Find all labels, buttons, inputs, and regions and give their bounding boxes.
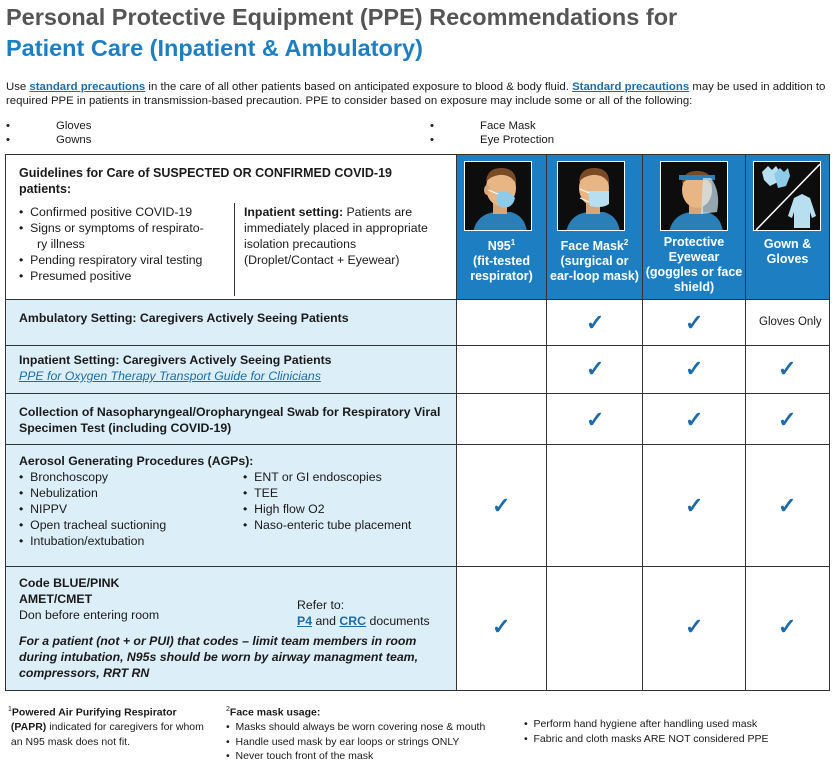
footnote-papr: $^1$Powered Air Purifying Respirator (PAPR) indicated for caregivers for whom an N95 mask does not fit.: [8, 706, 204, 748]
check-code-gown: ✓: [778, 614, 797, 639]
page-title-line1: Personal Protective Equipment (PPE) Recommendations for: [6, 4, 678, 30]
column-header-eyewear: Protective Eyewear (goggles or face shield): [643, 155, 745, 299]
intro-paragraph: Use standard precautions in the care of all other patients based on anticipated exposure to blood & body fluid. Standard precautions may be used in addition to required PPE in patients in transmission-based precaution. PPE to consider based on exposure may include some or all of the following:: [6, 81, 826, 107]
check-agp-gown: ✓: [778, 493, 797, 518]
standard-precautions-link[interactable]: standard precautions: [29, 81, 146, 93]
check-inpatient-eyewear: ✓: [685, 356, 704, 381]
gown-gloves-icon: [753, 161, 821, 231]
check-swab-eyewear: ✓: [685, 407, 704, 432]
crc-link[interactable]: CRC: [339, 614, 367, 628]
criteria-item: • Pending respiratory viral testing: [19, 253, 203, 267]
check-code-eyewear: ✓: [685, 614, 704, 639]
check-agp-eyewear: ✓: [685, 493, 704, 518]
p4-link[interactable]: P4: [297, 614, 313, 628]
check-swab-gown: ✓: [778, 407, 797, 432]
row-inpatient: Inpatient Setting: Caregivers Actively Seeing Patients PPE for Oxygen Therapy Transport Guide for Clinicians: [6, 346, 456, 393]
n95-person-icon: [464, 161, 532, 231]
face-mask-person-icon: [557, 161, 625, 231]
ppe-table: [5, 154, 830, 691]
criteria-item: • Signs or symptoms of respirato-: [19, 221, 204, 235]
inpatient-setting-note: Inpatient setting: Patients are immediately placed in appropriate isolation precautions (Droplet/Contact + Eyewear): [244, 205, 428, 267]
row-code-blue: Code BLUE/PINK AMET/CMET Don before entering room Refer to: P4 and CRC documents For a patient (not + or PUI) that codes – limit team members in room during intubation, N95s should be worn by airway managment team, compressors, RRT RN: [6, 567, 456, 690]
code-note: For a patient (not + or PUI) that codes – limit team members in room during intubation, N95s should be worn by airway managment team, compressors, RRT RN: [19, 634, 419, 680]
page-title-line2: Patient Care (Inpatient & Ambulatory): [6, 35, 423, 61]
check-ambulatory-eyewear: ✓: [685, 310, 704, 335]
column-header-gown-gloves: Gown & Gloves: [746, 155, 829, 299]
footnote-face-mask-usage: $^2$Face mask usage: • Masks should always be worn covering nose & mouth • Handle used mask by ear loops or strings ONLY • Never touch front of the mask: [226, 706, 486, 762]
check-ambulatory-face-mask: ✓: [586, 310, 605, 335]
column-header-face-mask: Face Mask$^2$ (surgical or ear-loop mask): [547, 155, 642, 299]
guidelines-cell: [6, 155, 456, 299]
row-ambulatory: Ambulatory Setting: Caregivers Actively Seeing Patients: [6, 300, 456, 345]
check-inpatient-gown: ✓: [778, 356, 797, 381]
agp-left-list: • Bronchoscopy • Nebulization • NIPPV • Open tracheal suctioning • Intubation/extubation: [19, 470, 167, 548]
guidelines-heading: Guidelines for Care of SUSPECTED OR CONFIRMED COVID-19 patients:: [19, 166, 392, 196]
check-inpatient-face-mask: ✓: [586, 356, 605, 381]
check-swab-face-mask: ✓: [586, 407, 605, 432]
row-swab-collection: Collection of Nasopharyngeal/Oropharyngeal Swab for Respiratory Viral Specimen Test (including COVID-19): [6, 394, 456, 444]
criteria-item: • Confirmed positive COVID-19: [19, 205, 193, 219]
gloves-only-note: Gloves Only: [759, 316, 822, 328]
face-shield-person-icon: [660, 161, 728, 231]
standard-precautions-link-2[interactable]: Standard precautions: [572, 81, 690, 93]
footnote-face-mask-usage-2: • Perform hand hygiene after handling used mask • Fabric and cloth masks ARE NOT considered PPE: [524, 718, 769, 745]
agp-right-list: • ENT or GI endoscopies • TEE • High flow O2 • Naso-enteric tube placement: [243, 470, 412, 532]
criteria-item: • Presumed positive: [19, 269, 132, 283]
oxygen-therapy-guide-link[interactable]: PPE for Oxygen Therapy Transport Guide for Clinicians: [19, 369, 321, 383]
column-header-n95: $N95^1$ (fit-tested respirator): [457, 155, 546, 299]
criteria-list: • Confirmed positive COVID-19 • Signs or symptoms of respirato- ry illness • Pending respiratory viral testing • Presumed positive: [19, 205, 204, 283]
check-code-n95: ✓: [492, 614, 511, 639]
row-aerosol-procedures: Aerosol Generating Procedures (AGPs): • Bronchoscopy • Nebulization • NIPPV • Open tracheal suctioning • Intubation/extubation • ENT or GI endoscopies • TEE • High flow O2 • Naso-enteric tube placement: [6, 445, 456, 566]
check-agp-n95: ✓: [492, 493, 511, 518]
